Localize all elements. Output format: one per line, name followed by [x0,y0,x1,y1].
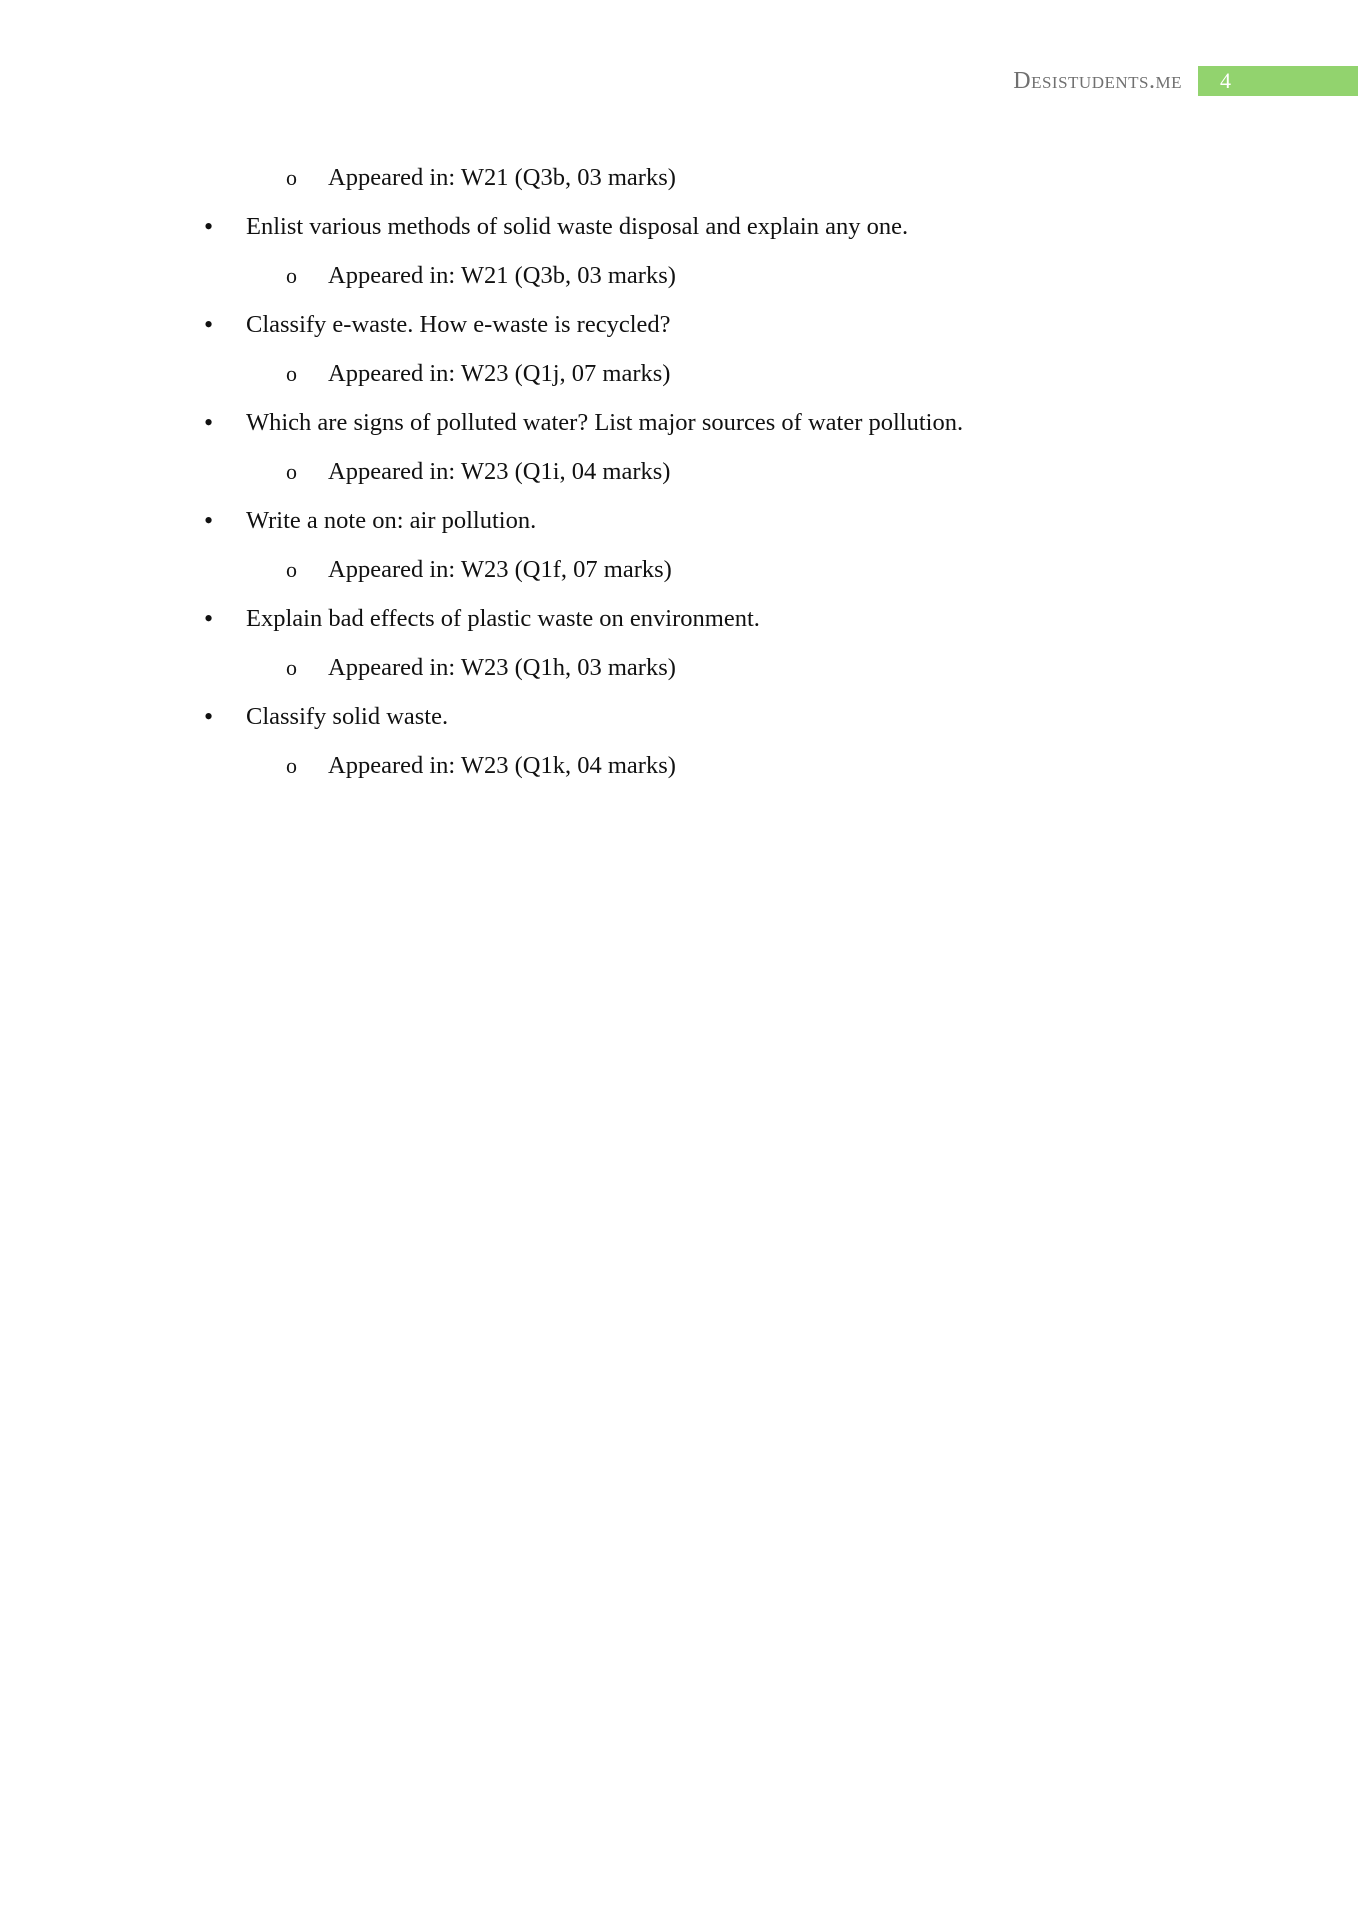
bullet-icon: • [204,604,214,633]
list-item [200,699,1200,748]
sub-bullet-icon: o [286,557,297,582]
list-item-text: Appeared in: W23 (Q1j, 07 marks) [328,360,671,387]
list-item [200,160,1200,209]
list-item-text: Enlist various methods of solid waste disposal and explain any one. [246,213,909,240]
sub-bullet-icon: o [286,753,297,778]
bullet-icon: • [204,212,214,241]
list-item [200,307,1200,356]
list-item-text: Classify solid waste. [246,703,449,730]
bullet-icon: • [204,310,214,339]
sub-bullet-icon: o [286,459,297,484]
bullet-icon: • [204,506,214,535]
bullet-icon: • [204,702,214,731]
list-item [200,503,1200,552]
bullet-icon: • [204,408,214,437]
sub-bullet-icon: o [286,165,297,190]
list-item-text: Appeared in: W23 (Q1h, 03 marks) [328,654,676,681]
list-item-text: Explain bad effects of plastic waste on environment. [246,605,760,632]
list-item-text: Appeared in: W21 (Q3b, 03 marks) [328,164,676,191]
list-item [200,258,1200,307]
sub-bullet-icon: o [286,361,297,386]
sub-bullet-icon: o [286,263,297,288]
list-item-text: Appeared in: W23 (Q1i, 04 marks) [328,458,671,485]
list-item-text: Appeared in: W21 (Q3b, 03 marks) [328,262,676,289]
page-number: 4 [1198,66,1358,96]
list-item-text: Classify e-waste. How e-waste is recycled? [246,311,671,338]
list-item [200,405,1200,454]
page-header [1013,66,1358,96]
list-item-text: Which are signs of polluted water? List major sources of water pollution. [246,409,964,436]
list-item-text: Write a note on: air pollution. [246,507,537,534]
header-brand: Desistudents.me [1013,68,1182,94]
list-item [200,356,1200,405]
list-item-text: Appeared in: W23 (Q1f, 07 marks) [328,556,672,583]
list-item [200,209,1200,258]
list-item-text: Appeared in: W23 (Q1k, 04 marks) [328,752,676,779]
list-item [200,552,1200,601]
list-item [200,601,1200,650]
sub-bullet-icon: o [286,655,297,680]
list-item [200,650,1200,699]
list-item [200,454,1200,503]
question-list [200,160,1200,797]
list-item [200,748,1200,797]
